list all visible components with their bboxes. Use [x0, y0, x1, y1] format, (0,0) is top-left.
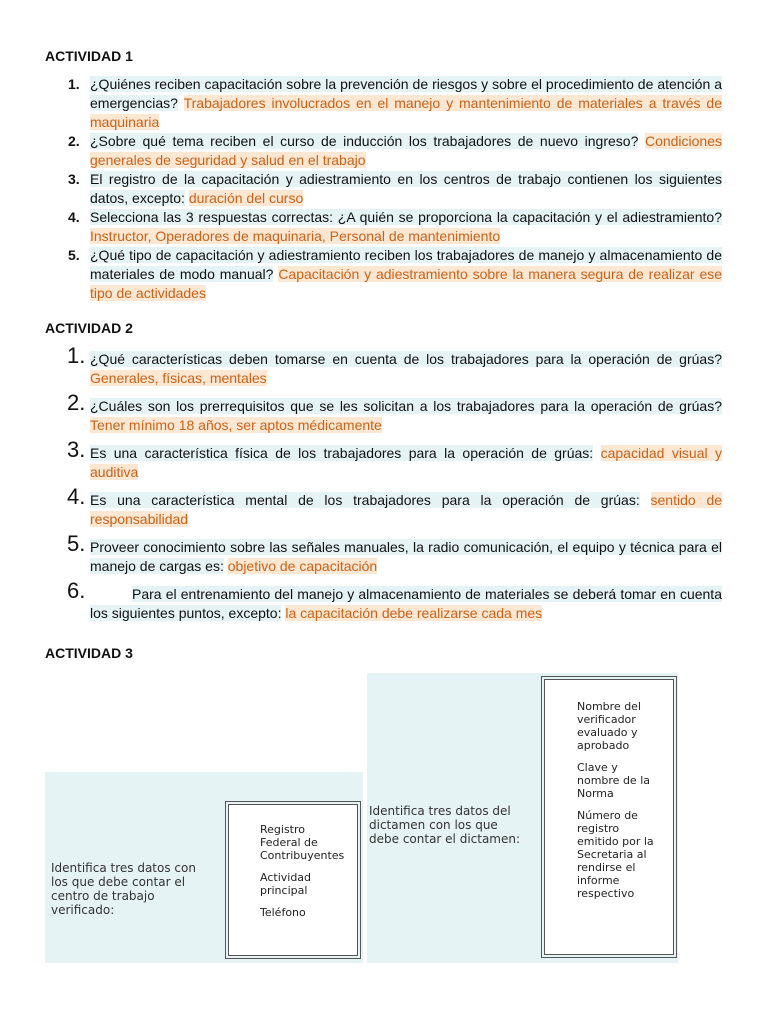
list-item	[68, 246, 723, 303]
question-text: ¿Qué características deben tomarse en cuenta de los trabajadores para la operación de grúas?	[90, 351, 722, 367]
question-text: Es una característica física de los trabajadores para la operación de grúas:	[90, 445, 594, 461]
list-item	[67, 531, 722, 576]
list-item	[67, 484, 723, 529]
question-text: ¿Sobre qué tema reciben el curso de inducción los trabajadores de nuevo ingreso?	[90, 133, 639, 149]
item-number: 2.	[67, 390, 86, 415]
question-text: ¿Quiénes reciben capacitación sobre la prevención de riesgos y sobre el procedimiento de atención a emergencias?	[90, 76, 722, 111]
list-item	[67, 390, 722, 435]
list-item	[68, 132, 723, 170]
answer-text: capacidad visual y auditiva	[90, 445, 723, 480]
question-text: Proveer conocimiento sobre las señales manuales, la radio comunicación, el equipo y técnica para el manejo de cargas es:	[90, 539, 722, 574]
left-question: Identifica tres datos con los que debe contar el centro de trabajo verificado:	[51, 861, 196, 917]
item-number: 3.	[67, 437, 86, 462]
question-text: Selecciona las 3 respuestas correctas: ¿A quién se proporciona la capacitación y el adiestramiento?	[90, 209, 722, 225]
answer-text: objetivo de capacitación	[227, 558, 378, 574]
right-answer: Nombre del verificador evaluado y aprobado	[577, 700, 642, 752]
answer-text: Capacitación y adiestramiento sobre la manera segura de realizar ese tipo de actividades	[90, 266, 723, 301]
item-number: 4.	[67, 484, 86, 509]
answer-text: Condiciones generales de seguridad y salud en el trabajo	[90, 133, 723, 168]
answer-text: duración del curso	[188, 190, 304, 206]
answer-text: sentido de responsabilidad	[90, 492, 723, 527]
question-text: El registro de la capacitación y adiestramiento en los centros de trabajo contienen los siguientes datos, excepto:	[90, 171, 722, 206]
item-number: 4.	[68, 209, 80, 225]
question-text: ¿Qué tipo de capacitación y adiestramiento reciben los trabajadores de manejo y almacenamiento de materiales de modo manual?	[90, 247, 722, 282]
list-item	[68, 75, 722, 132]
item-number: 3.	[68, 171, 80, 187]
left-answer: Actividad principal	[260, 871, 312, 897]
answer-text: Instructor, Operadores de maquinaria, Personal de mantenimiento	[90, 228, 501, 244]
activity-2-list	[67, 343, 723, 632]
list-item	[67, 578, 722, 623]
activity-1-list	[68, 75, 723, 303]
item-number: 1.	[68, 76, 80, 92]
list-item	[68, 170, 722, 208]
question-text: Para el entrenamiento del manejo y almacenamiento de materiales se deberá tomar en cuenta los siguientes puntos, excepto:	[90, 586, 722, 621]
answer-text: Trabajadores involucrados en el manejo y mantenimiento de materiales a través de maquinaria	[90, 95, 722, 130]
left-answer: Registro Federal de Contribuyentes	[260, 823, 345, 862]
right-question: Identifica tres datos del dictamen con los que debe contar el dictamen:	[369, 804, 521, 846]
activity-2-heading: ACTIVIDAD 2	[45, 320, 133, 336]
item-number: 2.	[68, 133, 80, 149]
right-answer: Clave y nombre de la Norma	[577, 761, 650, 800]
activity-3-heading: ACTIVIDAD 3	[45, 645, 133, 661]
list-item	[68, 208, 722, 246]
list-item	[67, 343, 722, 388]
left-answer: Teléfono	[260, 906, 306, 919]
left-answer-box	[228, 804, 358, 956]
activity-1-heading: ACTIVIDAD 1	[45, 48, 133, 64]
answer-text: Tener mínimo 18 años, ser aptos médicamente	[90, 417, 382, 433]
answer-text: Generales, físicas, mentales	[90, 370, 267, 386]
item-number: 5.	[68, 247, 80, 263]
item-number: 1.	[67, 343, 86, 368]
item-number: 5.	[67, 531, 86, 556]
question-text: Es una característica mental de los trabajadores para la operación de grúas:	[90, 492, 640, 508]
list-item	[67, 437, 723, 482]
question-text: ¿Cuáles son los prerrequisitos que se les solicitan a los trabajadores para la operación de grúas?	[90, 398, 722, 414]
answer-text: la capacitación debe realizarse cada mes	[285, 605, 543, 621]
right-answer: Número de registro emitido por la Secretaria al rendirse el informe respectivo	[577, 809, 654, 900]
right-answer-box	[544, 679, 674, 955]
item-number: 6.	[67, 578, 86, 603]
